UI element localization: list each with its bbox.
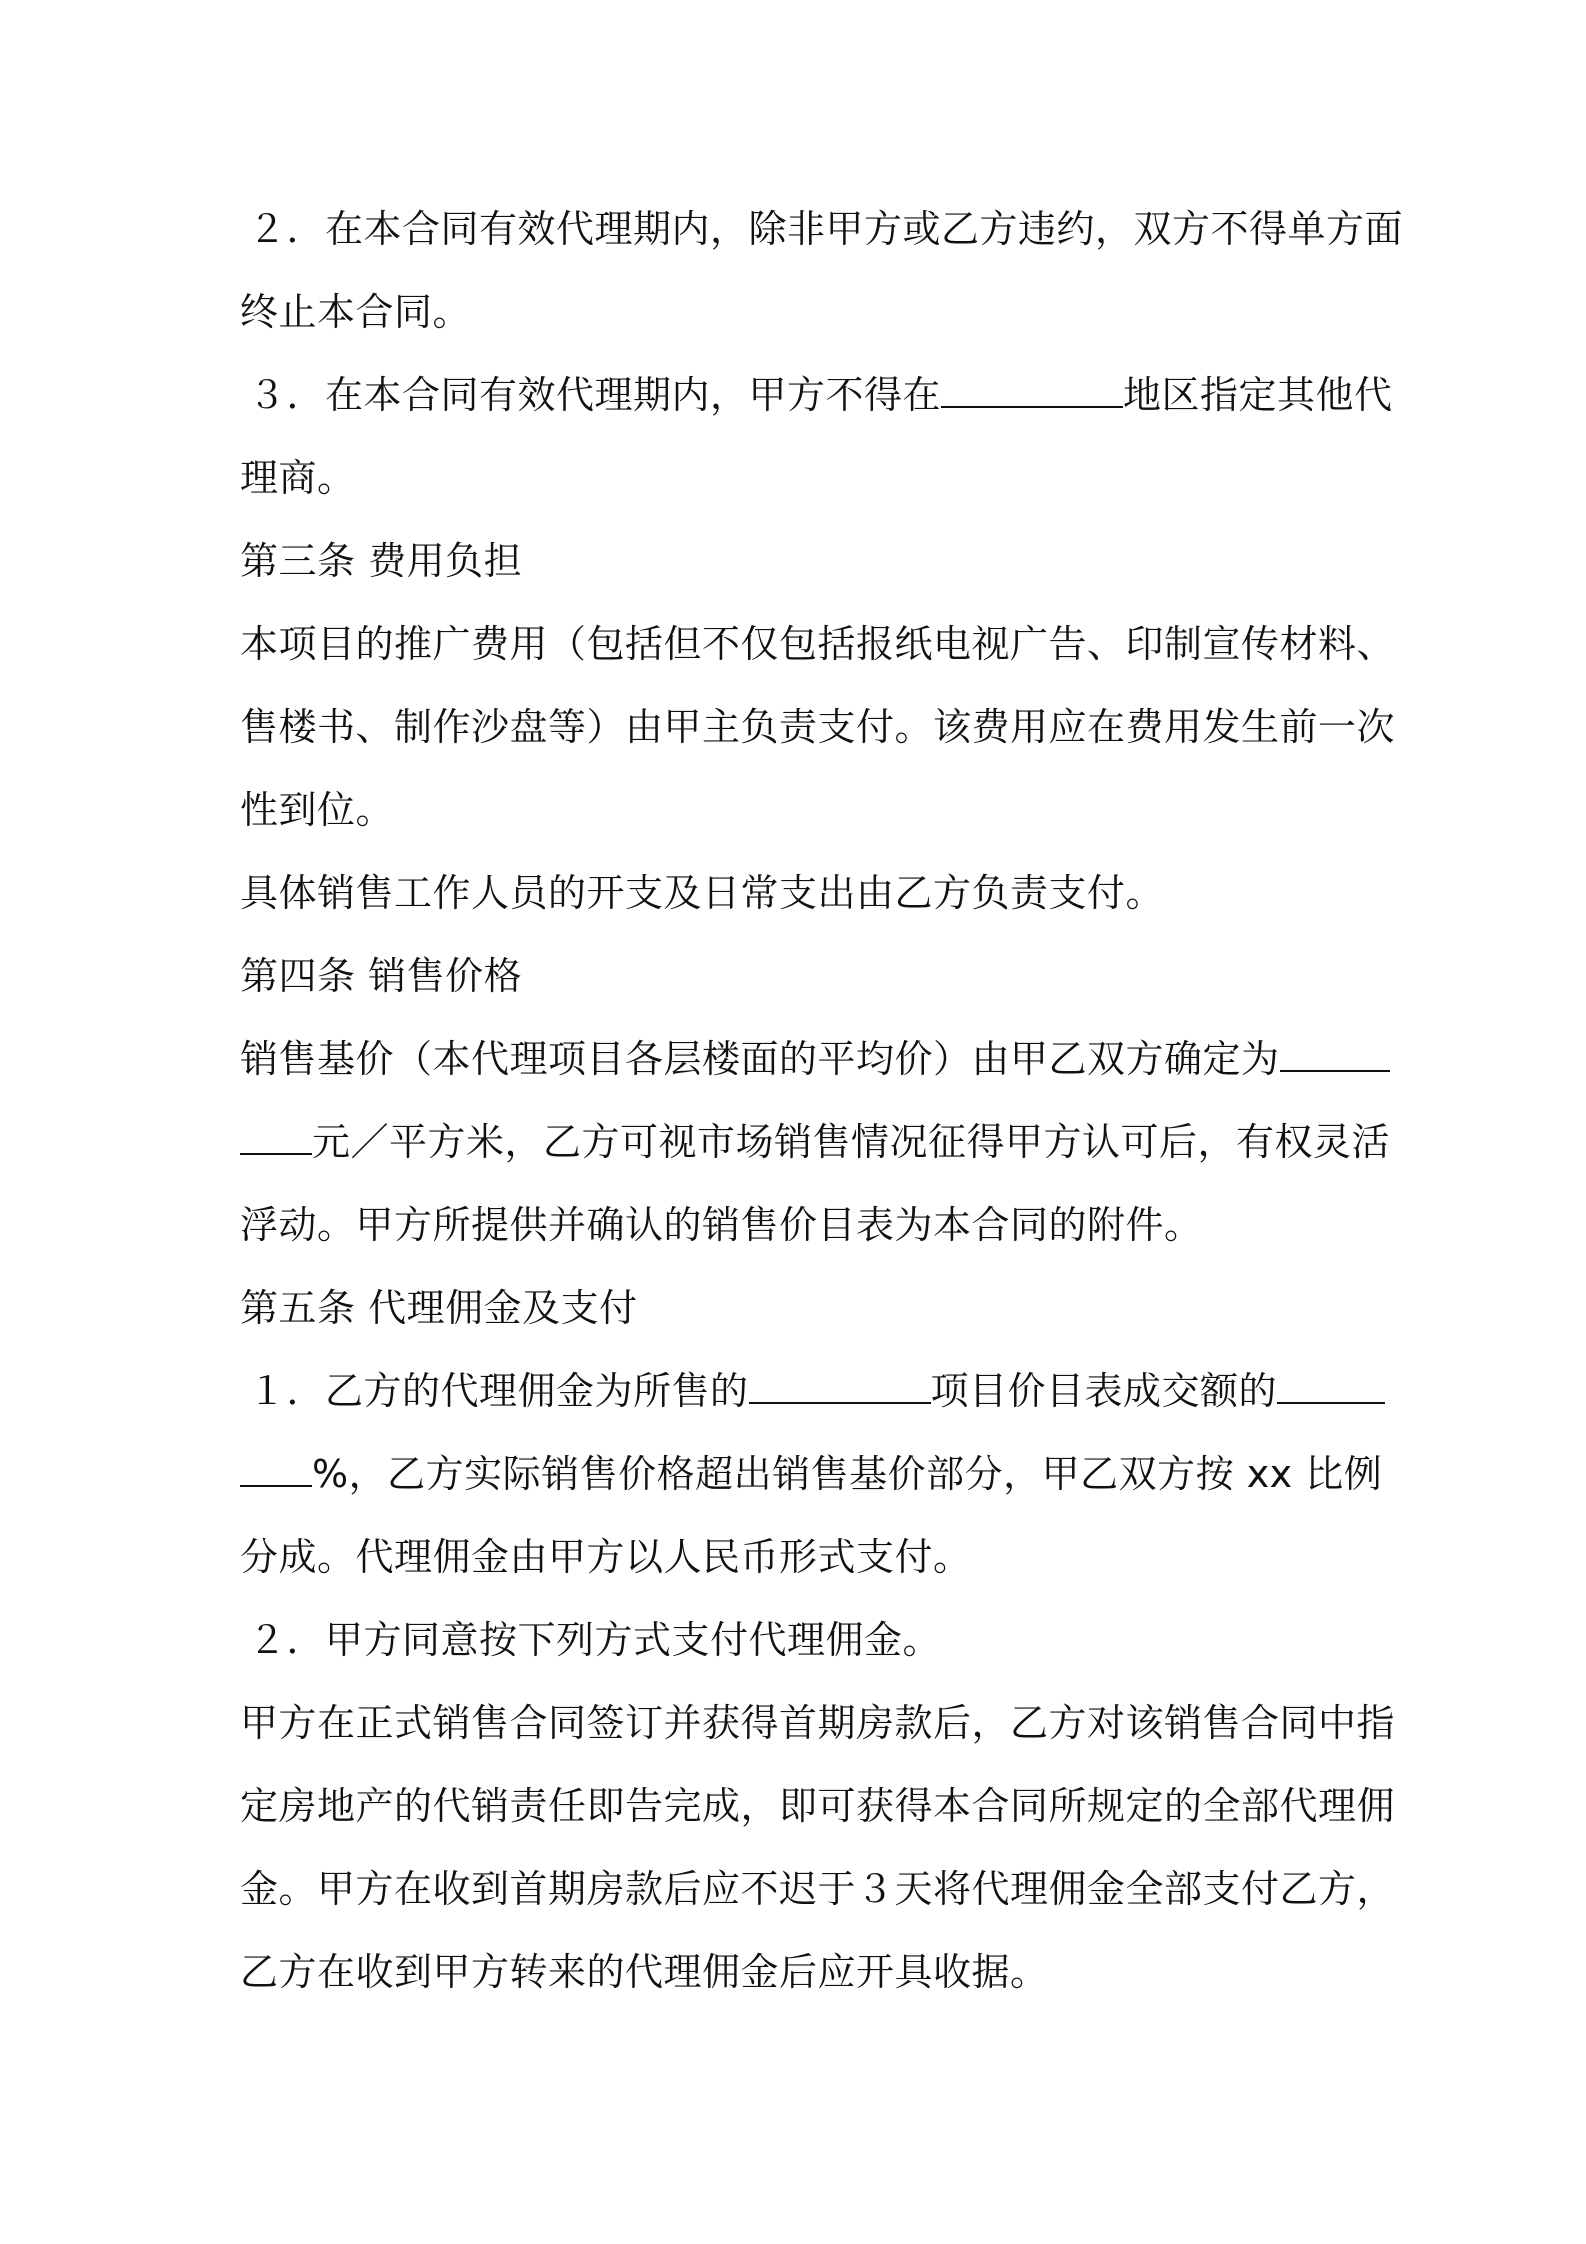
clause-2-line-2 xyxy=(240,288,471,336)
clause-2-line-1 xyxy=(248,205,1403,253)
fill-in-blank xyxy=(1277,1372,1385,1404)
article-3-line-3 xyxy=(240,786,394,834)
article-3-line-2 xyxy=(240,703,1395,751)
article-5-clause-2-line-5 xyxy=(240,1948,1049,1996)
article-4-line-1 xyxy=(240,1035,1390,1083)
article-5-heading xyxy=(240,1284,638,1332)
heading-text: 第三条 费用负担 xyxy=(240,539,523,583)
article-3-line-4 xyxy=(240,869,1164,917)
article-5-clause-2-line-1 xyxy=(248,1616,941,1664)
text: 具体销售工作人员的开支及日常支出由乙方负责支付。 xyxy=(240,871,1165,915)
text: ３．在本合同有效代理期内，甲方不得在 xyxy=(248,373,942,417)
article-5-clause-2-line-2 xyxy=(240,1699,1395,1747)
text: ２．在本合同有效代理期内，除非甲方或乙方违约，双方不得单方面 xyxy=(248,207,1404,251)
text: ２．甲方同意按下列方式支付代理佣金。 xyxy=(248,1618,942,1662)
fill-in-blank xyxy=(1280,1040,1390,1072)
clause-3-line-1 xyxy=(248,371,1393,419)
text: 分成。代理佣金由甲方以人民币形式支付。 xyxy=(240,1535,972,1579)
heading-text: 第四条 销售价格 xyxy=(240,954,523,998)
fill-in-blank xyxy=(749,1372,931,1404)
text: %，乙方实际销售价格超出销售基价部分，甲乙双方按 xx 比例 xyxy=(312,1452,1383,1496)
text: 金。甲方在收到首期房款后应不迟于３天将代理佣金全部支付乙方， xyxy=(240,1867,1396,1911)
text: 终止本合同。 xyxy=(240,290,472,334)
text: 浮动。甲方所提供并确认的销售价目表为本合同的附件。 xyxy=(240,1203,1203,1247)
text: 性到位。 xyxy=(240,788,395,832)
article-4-heading xyxy=(240,952,522,1000)
article-5-clause-1-line-3 xyxy=(240,1533,972,1581)
text: １．乙方的代理佣金为所售的 xyxy=(248,1369,749,1413)
text: 定房地产的代销责任即告完成，即可获得本合同所规定的全部代理佣 xyxy=(240,1784,1396,1828)
text: 本项目的推广费用（包括但不仅包括报纸电视广告、印制宣传材料、 xyxy=(240,622,1396,666)
text: 项目价目表成交额的 xyxy=(930,1369,1278,1413)
text: 乙方在收到甲方转来的代理佣金后应开具收据。 xyxy=(240,1950,1049,1994)
text: 售楼书、制作沙盘等）由甲主负责支付。该费用应在费用发生前一次 xyxy=(240,705,1396,749)
fill-in-blank xyxy=(240,1123,312,1155)
text: 地区指定其他代 xyxy=(1123,373,1393,417)
text: 销售基价（本代理项目各层楼面的平均价）由甲乙双方确定为 xyxy=(240,1037,1280,1081)
text: 元／平方米，乙方可视市场销售情况征得甲方认可后，有权灵活 xyxy=(312,1120,1391,1164)
article-5-clause-1-line-2 xyxy=(240,1450,1382,1498)
article-4-line-3 xyxy=(240,1201,1203,1249)
article-4-line-2 xyxy=(240,1118,1390,1166)
clause-3-line-2 xyxy=(240,454,356,502)
article-5-clause-2-line-3 xyxy=(240,1782,1395,1830)
article-5-clause-1-line-1 xyxy=(248,1367,1385,1415)
fill-in-blank xyxy=(240,1455,312,1487)
article-3-heading xyxy=(240,537,522,585)
heading-text: 第五条 代理佣金及支付 xyxy=(240,1286,638,1330)
article-3-line-1 xyxy=(240,620,1395,668)
text: 理商。 xyxy=(240,456,356,500)
text: 甲方在正式销售合同签订并获得首期房款后，乙方对该销售合同中指 xyxy=(240,1701,1396,1745)
fill-in-blank xyxy=(941,376,1123,408)
article-5-clause-2-line-4 xyxy=(240,1865,1395,1913)
